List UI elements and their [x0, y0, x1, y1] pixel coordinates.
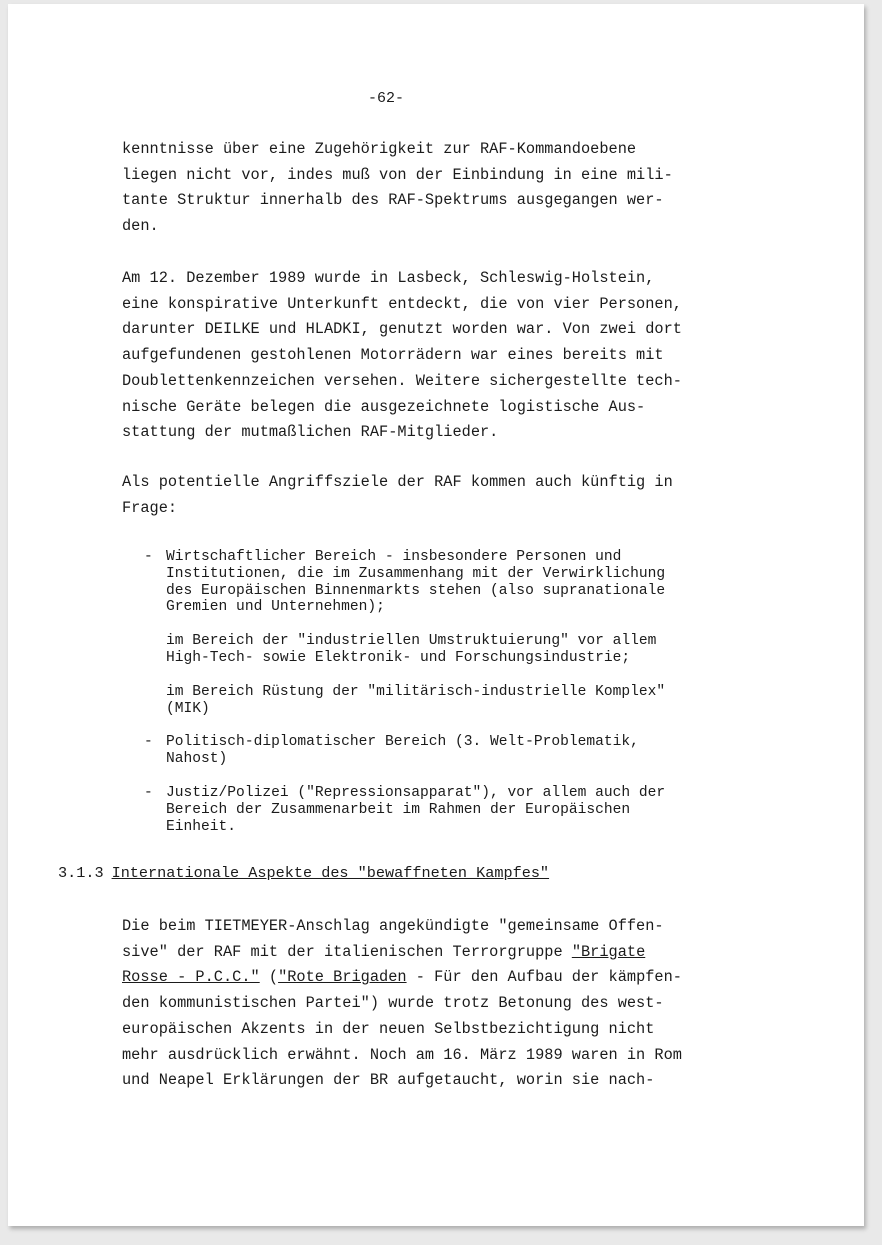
- list-item: [144, 633, 794, 667]
- text-line: mehr ausdrücklich erwähnt. Noch am 16. März 1989 waren in Rom: [122, 1045, 682, 1064]
- text-line: Wirtschaftlicher Bereich - insbesondere Personen und: [166, 549, 622, 565]
- section-title: Internationale Aspekte des "bewaffneten Kampfes": [111, 864, 550, 882]
- text-line: des Europäischen Binnenmarkts stehen (also supranationale: [166, 582, 666, 599]
- text-line: eine konspirative Unterkunft entdeckt, die von vier Personen,: [122, 294, 682, 313]
- document-page: [8, 4, 864, 1226]
- list-dash: -: [144, 549, 153, 565]
- paragraph-2: [122, 266, 782, 446]
- text-line: [122, 940, 782, 966]
- text-line: Institutionen, die im Zusammenhang mit der Verwirklichung: [166, 565, 666, 582]
- list-item: [144, 785, 794, 835]
- list-dash: -: [144, 734, 153, 751]
- text-line: den kommunistischen Partei") wurde trotz Betonung des west-: [122, 994, 664, 1013]
- text-run: - Für den Aufbau der kämpfen-: [406, 968, 682, 987]
- text-line: (MIK): [166, 700, 210, 717]
- underlined-name: Rosse - P.C.C.": [122, 968, 260, 987]
- text-line: Doublettenkennzeichen versehen. Weitere sichergestellte tech-: [122, 371, 682, 390]
- list-item: [144, 549, 794, 616]
- text-line: tante Struktur innerhalb des RAF-Spektrums ausgegangen wer-: [122, 191, 664, 210]
- text-line: im Bereich Rüstung der "militärisch-industrielle Komplex": [166, 683, 666, 700]
- section-heading: [58, 864, 549, 882]
- target-list: [144, 549, 794, 852]
- list-dash: -: [144, 784, 153, 801]
- text-line: den.: [122, 217, 159, 236]
- text-line: Politisch-diplomatischer Bereich (3. Welt-Problematik,: [166, 734, 639, 751]
- text-line: Die beim TIETMEYER-Anschlag angekündigte "gemeinsame Offen-: [122, 917, 664, 935]
- text-run: (: [259, 968, 279, 987]
- text-line: Bereich der Zusammenarbeit im Rahmen der Europäischen: [166, 801, 631, 818]
- text-line: liegen nicht vor, indes muß von der Einbindung in eine mili-: [122, 165, 673, 184]
- page-number: -62-: [368, 90, 405, 107]
- text-line: stattung der mutmaßlichen RAF-Mitglieder.: [122, 423, 499, 442]
- paragraph-4: [122, 914, 782, 1094]
- list-item: [144, 684, 794, 718]
- text-line: Nahost): [166, 751, 228, 768]
- text-line: Am 12. Dezember 1989 wurde in Lasbeck, Schleswig-Holstein,: [122, 269, 655, 287]
- text-run: sive" der RAF mit der italienischen Terrorgruppe: [122, 942, 572, 961]
- paragraph-3: [122, 470, 782, 521]
- text-line: europäischen Akzents in der neuen Selbstbezichtigung nicht: [122, 1019, 655, 1038]
- underlined-name: "Brigate: [571, 942, 646, 961]
- underlined-name: "Rote Brigaden: [278, 968, 407, 987]
- text-line: Justiz/Polizei ("Repressionsapparat"), vor allem auch der: [166, 784, 666, 801]
- text-line: High-Tech- sowie Elektronik- und Forschungsindustrie;: [166, 649, 631, 666]
- text-line: Gremien und Unternehmen);: [166, 599, 385, 616]
- paragraph-1: [122, 137, 782, 240]
- text-line: [122, 965, 782, 991]
- list-item: [144, 734, 794, 768]
- text-line: aufgefundenen gestohlenen Motorrädern war eines bereits mit: [122, 346, 664, 365]
- text-line: Einheit.: [166, 818, 237, 835]
- text-line: und Neapel Erklärungen der BR aufgetaucht, worin sie nach-: [122, 1071, 655, 1090]
- text-line: im Bereich der "industriellen Umstruktuierung" vor allem: [166, 633, 657, 650]
- text-line: darunter DEILKE und HLADKI, genutzt worden war. Von zwei dort: [122, 320, 682, 339]
- section-number: 3.1.3: [58, 864, 104, 882]
- text-line: kenntnisse über eine Zugehörigkeit zur RAF-Kommandoebene: [122, 140, 637, 158]
- text-line: Als potentielle Angriffsziele der RAF kommen auch künftig in: [122, 473, 673, 491]
- text-line: Frage:: [122, 498, 178, 517]
- text-line: nische Geräte belegen die ausgezeichnete logistische Aus-: [122, 397, 646, 416]
